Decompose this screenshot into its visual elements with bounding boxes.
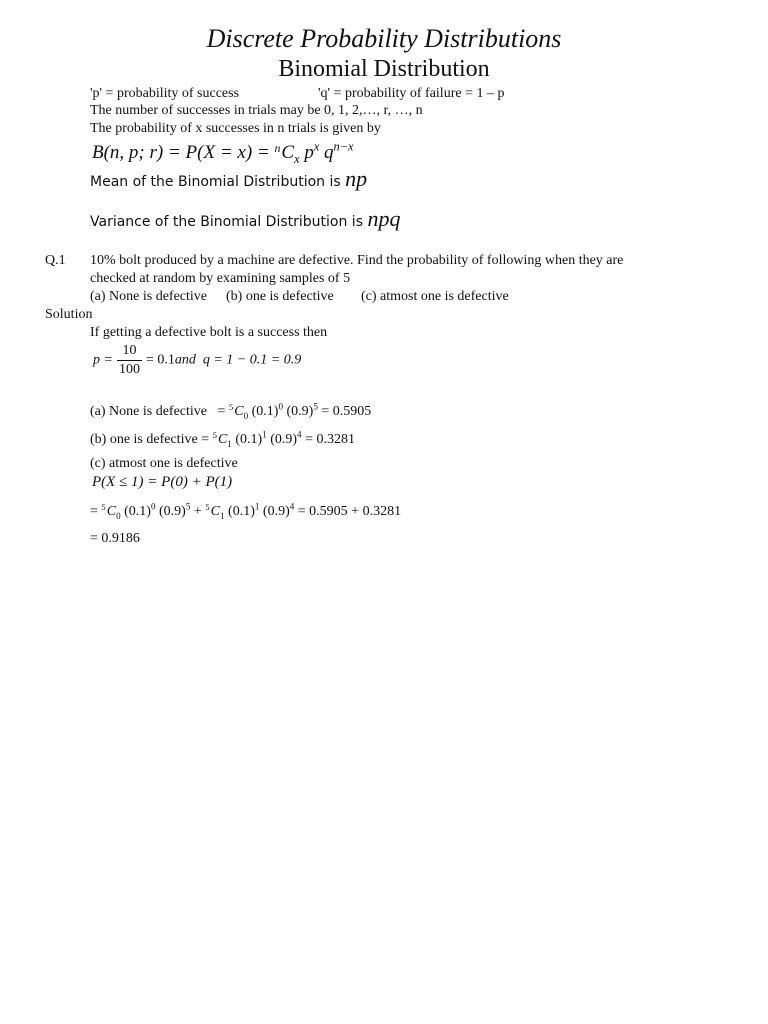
question-part-b: (b) one is defective [226, 289, 334, 304]
a-n: 5 [228, 402, 234, 413]
c-e5: 5 [185, 501, 191, 512]
p-definition: 'p' = probability of success [90, 86, 240, 101]
b-c: C [217, 432, 228, 447]
p-denominator: 100 [118, 362, 140, 377]
part-c-final: = 0.9186 [90, 531, 140, 546]
part-a-result: = 0.5905 [321, 404, 372, 419]
p-numerator: 10 [117, 342, 142, 361]
c-k0: 0 [116, 510, 121, 521]
a-f09: (0.9) [286, 404, 314, 419]
part-b-solution: (b) one is defective = $^5C_1$ $(0.1)^1$ $(0.9)^4 = 0.3281$ [90, 429, 355, 449]
solution-label: Solution [45, 307, 93, 322]
part-c-sum: = $^5C_0$ $(0.1)^0$ $(0.9)^5 + ^5C_1$ $(0.1)^1$ $(0.9)^4 = 0.5905 + 0.3281$ [90, 501, 402, 521]
b-f09: (0.9) [270, 432, 298, 447]
part-a-solution: (a) None is defective = $^5C_0$ $(0.1)^0$ $(0.9)^5 = 0.5905$ [90, 401, 372, 421]
a-k: 0 [243, 410, 249, 421]
question-part-c: (c) atmost one is defective [361, 289, 509, 304]
a-e0: 0 [278, 401, 284, 412]
c-e0: 0 [150, 501, 156, 512]
a-c: C [234, 404, 244, 419]
part-c-sum-result: = 0.5905 + 0.3281 [297, 504, 402, 519]
a-f01: (0.1) [251, 404, 279, 419]
part-c-equation-1: P(X ≤ 1) = P(0) + P(1) [92, 474, 233, 490]
successes-line: The number of successes in trials may be 0, 1, 2,…, r, …, n [90, 103, 423, 118]
formula-c: C [281, 142, 295, 163]
mean-label: Mean of the Binomial Distribution is [90, 174, 346, 190]
a-e5: 5 [313, 401, 318, 412]
b-f01: (0.1) [235, 432, 263, 447]
formula-q: q [319, 142, 334, 163]
c-e1: 1 [254, 501, 260, 512]
c-c2: C [210, 504, 220, 519]
part-b-result: = 0.3281 [305, 432, 355, 447]
question-number: Q.1 [45, 253, 66, 268]
formula-lhs: B(n, p; r) = P(X = x) = [92, 142, 275, 163]
part-a-label: (a) None is defective [90, 404, 207, 419]
c-c1: C [106, 504, 117, 519]
and-word: and [174, 352, 196, 368]
b-n: 5 [212, 430, 217, 441]
page-subtitle: Binomial Distribution [278, 56, 490, 82]
variance-value: npq [367, 206, 401, 231]
c-f09-b: (0.9) [262, 504, 290, 519]
part-b-label: (b) one is defective [90, 432, 198, 447]
variance-label: Variance of the Binomial Distribution is [90, 214, 368, 230]
formula-q-sup: n−x [333, 139, 354, 154]
c-n2: 5 [205, 502, 210, 513]
formula-c-sub: x [294, 151, 300, 166]
variance-line [90, 206, 400, 232]
p-lhs: p = [93, 352, 113, 368]
b-e1: 1 [262, 429, 267, 440]
q-definition: 'q' = probability of failure = 1 – p [318, 86, 505, 101]
p-fraction [117, 342, 142, 379]
c-f01-a: (0.1) [124, 504, 151, 519]
binomial-formula [92, 139, 354, 166]
c-n1: 5 [101, 502, 106, 513]
formula-n: n [274, 141, 281, 155]
c-f09-a: (0.9) [159, 504, 186, 519]
page-title: Discrete Probability Distributions [206, 24, 562, 53]
c-f01-b: (0.1) [228, 504, 255, 519]
c-e4: 4 [289, 501, 295, 512]
question-part-a: (a) None is defective [90, 289, 207, 304]
p-q-equation [93, 342, 301, 379]
formula-p: p [299, 142, 314, 163]
b-e4: 4 [297, 429, 302, 440]
solution-intro: If getting a defective bolt is a success then [90, 325, 328, 340]
p-rhs: = 0.1 [145, 352, 175, 368]
formula-p-sup: x [313, 139, 320, 154]
c-k1: 1 [219, 510, 225, 521]
probability-line: The probability of x successes in n trials is given by [90, 121, 381, 136]
q-equation: q = 1 − 0.1 = 0.9 [202, 352, 302, 368]
mean-line [90, 166, 367, 192]
question-line-1: 10% bolt produced by a machine are defective. Find the probability of following when they are [90, 253, 624, 268]
part-c-label: (c) atmost one is defective [90, 456, 238, 471]
b-k: 1 [227, 438, 232, 449]
mean-value: np [345, 166, 368, 191]
question-line-2: checked at random by examining samples of 5 [90, 271, 351, 286]
